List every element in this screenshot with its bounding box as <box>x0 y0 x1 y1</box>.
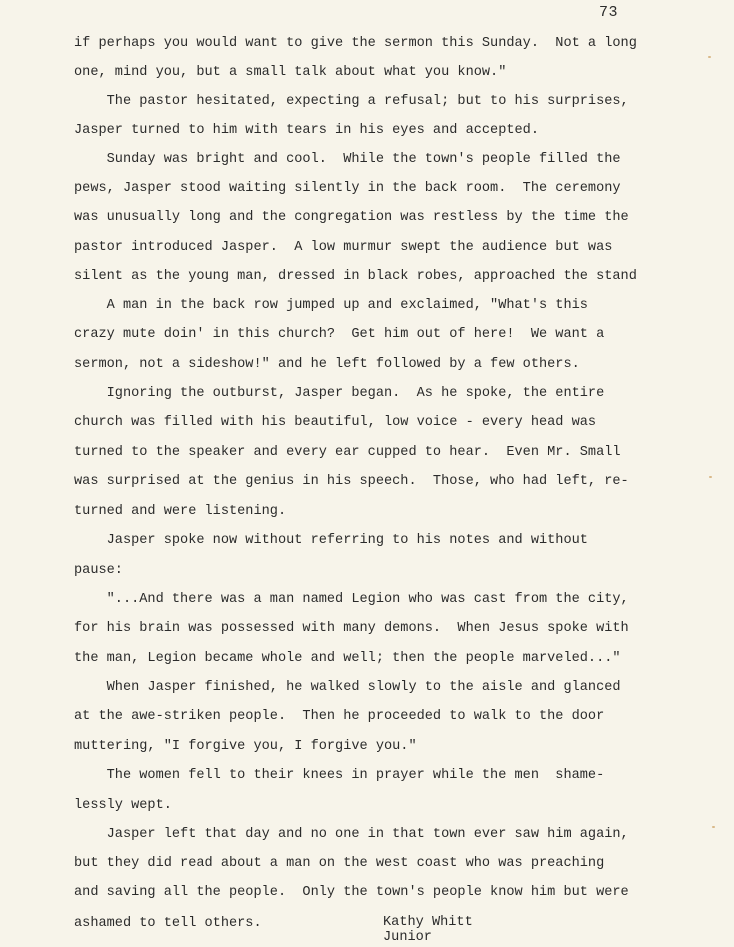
page-number: 73 <box>599 4 619 21</box>
text-line: Jasper spoke now without referring to his notes and without <box>74 533 588 548</box>
text-line: pews, Jasper stood waiting silently in the back room. The ceremony <box>74 181 621 196</box>
text-line: and saving all the people. Only the town's people know him but were <box>74 885 629 900</box>
text-line: The pastor hesitated, expecting a refusal; but to his surprises, <box>74 94 629 109</box>
author-name: Kathy Whitt <box>383 915 473 930</box>
text-line: The women fell to their knees in prayer while the men shame- <box>74 768 605 783</box>
text-line: was surprised at the genius in his speech. Those, who had left, re- <box>74 474 629 489</box>
text-line: sermon, not a sideshow!" and he left followed by a few others. <box>74 357 580 372</box>
author-grade: Junior <box>383 930 432 945</box>
paper-speck <box>712 826 715 828</box>
text-line: for his brain was possessed with many demons. When Jesus spoke with <box>74 621 629 636</box>
text-line: When Jasper finished, he walked slowly to the aisle and glanced <box>74 680 621 695</box>
text-line: one, mind you, but a small talk about what you know." <box>74 65 507 80</box>
text-line: turned and were listening. <box>74 504 287 519</box>
paper-speck <box>709 476 712 478</box>
text-line: A man in the back row jumped up and exclaimed, "What's this <box>74 298 588 313</box>
text-line: muttering, "I forgive you, I forgive you." <box>74 739 417 754</box>
text-line: Sunday was bright and cool. While the town's people filled the <box>74 152 621 167</box>
text-line: turned to the speaker and every ear cupped to hear. Even Mr. Small <box>74 445 621 460</box>
text-line: pastor introduced Jasper. A low murmur swept the audience but was <box>74 240 613 255</box>
text-line: silent as the young man, dressed in black robes, approached the stand <box>74 269 637 284</box>
text-line: Jasper left that day and no one in that town ever saw him again, <box>74 827 629 842</box>
text-line: ashamed to tell others. <box>74 916 262 931</box>
text-line: but they did read about a man on the west coast who was preaching <box>74 856 605 871</box>
text-line: crazy mute doin' in this church? Get him out of here! We want a <box>74 327 605 342</box>
text-line: was unusually long and the congregation was restless by the time the <box>74 210 629 225</box>
text-line: if perhaps you would want to give the sermon this Sunday. Not a long <box>74 36 637 51</box>
text-line: at the awe-striken people. Then he proceeded to walk to the door <box>74 709 605 724</box>
text-line: Ignoring the outburst, Jasper began. As he spoke, the entire <box>74 386 605 401</box>
text-line: Jasper turned to him with tears in his eyes and accepted. <box>74 123 539 138</box>
text-line: the man, Legion became whole and well; then the people marveled..." <box>74 651 621 666</box>
text-line: "...And there was a man named Legion who was cast from the city, <box>74 592 629 607</box>
paper-speck <box>708 56 711 58</box>
text-line: lessly wept. <box>74 798 172 813</box>
text-line: pause: <box>74 563 123 578</box>
text-line: church was filled with his beautiful, low voice - every head was <box>74 415 597 430</box>
